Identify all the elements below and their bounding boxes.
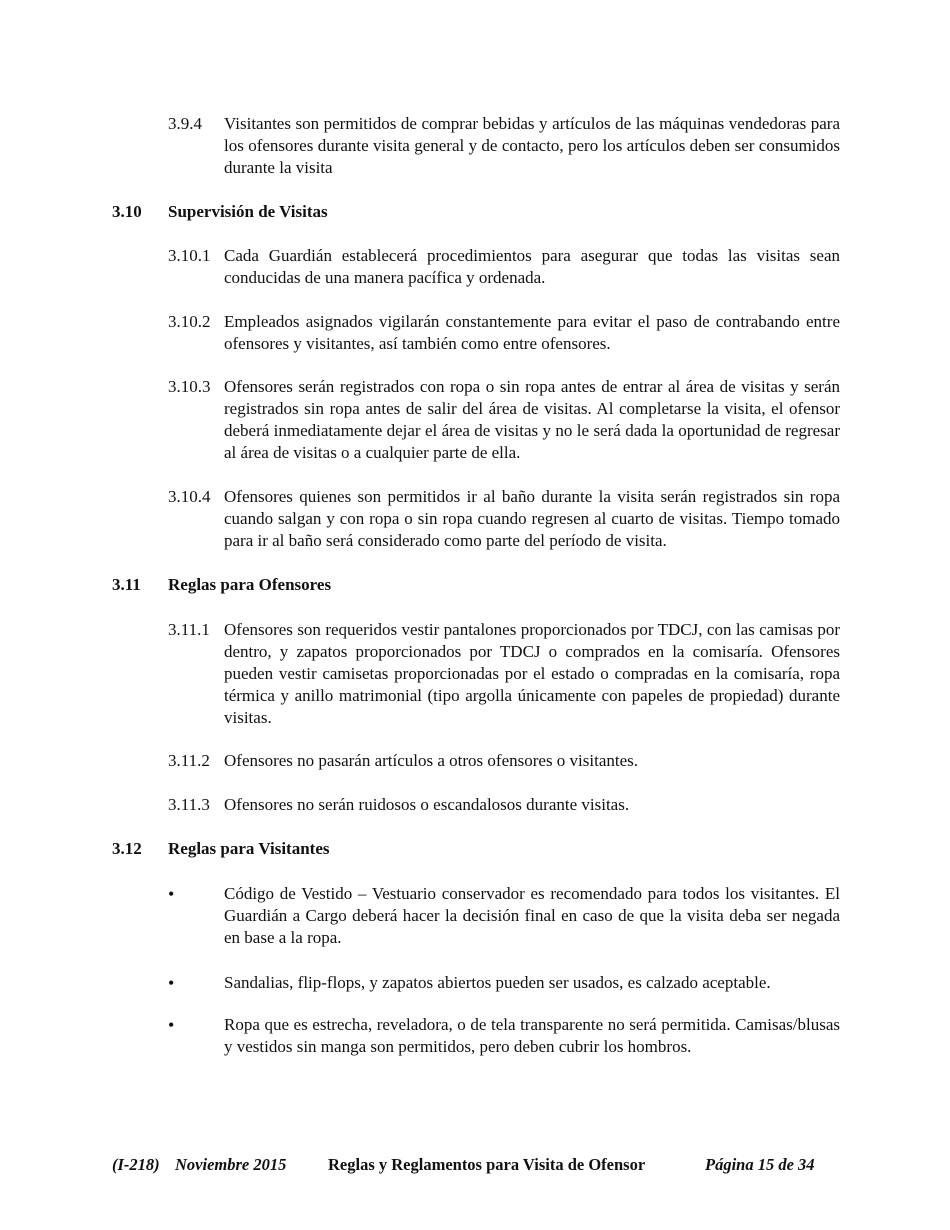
- paragraph-text: Visitantes son permitidos de comprar bebidas y artículos de las máquinas vendedoras para los ofensores durante visita general y de contacto, pero los artículos deben ser consumidos durante la visita: [224, 114, 840, 177]
- section-heading-3-10: [112, 201, 328, 223]
- paragraph-number: 3.10.1: [168, 246, 211, 265]
- bullet-item-clothing: [168, 1014, 840, 1058]
- bullet-text: Sandalias, flip-flops, y zapatos abiertos pueden ser usados, es calzado aceptable.: [224, 973, 771, 992]
- paragraph-3-10-1: [168, 245, 840, 289]
- paragraph-text: Empleados asignados vigilarán constantemente para evitar el paso de contrabando entre ofensores y visitantes, así también como entre ofensores.: [224, 312, 840, 353]
- bullet-item-sandals: [168, 972, 840, 994]
- section-number: 3.12: [112, 839, 142, 858]
- footer-title: Reglas y Reglamentos para Visita de Ofensor: [328, 1155, 646, 1174]
- paragraph-number: 3.10.2: [168, 312, 211, 331]
- paragraph-number: 3.9.4: [168, 114, 202, 133]
- section-title: Reglas para Ofensores: [168, 575, 332, 594]
- bullet-icon: •: [168, 1015, 175, 1035]
- paragraph-text: Ofensores no serán ruidosos o escandalosos durante visitas.: [224, 795, 630, 814]
- footer-page-number: Página 15 de 34: [705, 1155, 815, 1174]
- bullet-item-dress-code: [168, 883, 840, 949]
- paragraph-number: 3.11.1: [168, 620, 210, 639]
- paragraph-text: Cada Guardián establecerá procedimientos para asegurar que todas las visitas sean conducidas de una manera pacífica y ordenada.: [224, 246, 840, 287]
- section-number: 3.10: [112, 202, 142, 221]
- paragraph-3-10-4: [168, 486, 840, 552]
- paragraph-text: Ofensores quienes son permitidos ir al baño durante la visita serán registrados sin ropa cuando salgan y con ropa o sin ropa cuando regresen al cuarto de visitas. Tiempo tomado para ir al baño será considerado como parte del período de visita.: [224, 487, 840, 550]
- paragraph-number: 3.10.4: [168, 487, 211, 506]
- paragraph-3-10-2: [168, 311, 840, 355]
- section-number: 3.11: [112, 575, 141, 594]
- bullet-icon: •: [168, 884, 175, 904]
- paragraph-3-10-3: [168, 376, 840, 464]
- bullet-icon: •: [168, 973, 175, 993]
- bullet-text: Código de Vestido – Vestuario conservador es recomendado para todos los visitantes. El Guardián a Cargo deberá hacer la decisión final en caso de que la visita deba ser negada en base a la ropa.: [224, 884, 840, 947]
- paragraph-number: 3.10.3: [168, 377, 211, 396]
- paragraph-number: 3.11.3: [168, 795, 210, 814]
- section-title: Reglas para Visitantes: [168, 839, 330, 858]
- paragraph-text: Ofensores serán registrados con ropa o sin ropa antes de entrar al área de visitas y serán registrados sin ropa antes de salir del área de visitas. Al completarse la visita, el ofensor deberá inmediatamente dejar el área de visitas y no le será dada la oportunidad de regresar al área de visitas o a cualquier parte de ella.: [224, 377, 840, 462]
- paragraph-3-11-1: [168, 619, 840, 729]
- paragraph-number: 3.11.2: [168, 751, 210, 770]
- section-heading-3-12: [112, 838, 330, 860]
- footer-date: Noviembre 2015: [175, 1155, 287, 1174]
- footer-document-code: (I-218): [112, 1155, 160, 1174]
- section-title: Supervisión de Visitas: [168, 202, 328, 221]
- section-heading-3-11: [112, 574, 331, 596]
- paragraph-3-11-3: [168, 794, 840, 816]
- paragraph-text: Ofensores no pasarán artículos a otros ofensores o visitantes.: [224, 751, 639, 770]
- paragraph-3-9-4: [168, 113, 840, 179]
- paragraph-text: Ofensores son requeridos vestir pantalones proporcionados por TDCJ, con las camisas por dentro, y zapatos proporcionados por TDCJ o comprados en la comisaría. Ofensores pueden vestir camisetas proporcionadas por el estado o compradas en la comisaría, ropa térmica y anillo matrimonial (tipo argolla únicamente con papeles de propiedad) durante visitas.: [224, 620, 840, 727]
- paragraph-3-11-2: [168, 750, 840, 772]
- bullet-text: Ropa que es estrecha, reveladora, o de tela transparente no será permitida. Camisas/blusas y vestidos sin manga son permitidos, pero deben cubrir los hombros.: [224, 1015, 840, 1056]
